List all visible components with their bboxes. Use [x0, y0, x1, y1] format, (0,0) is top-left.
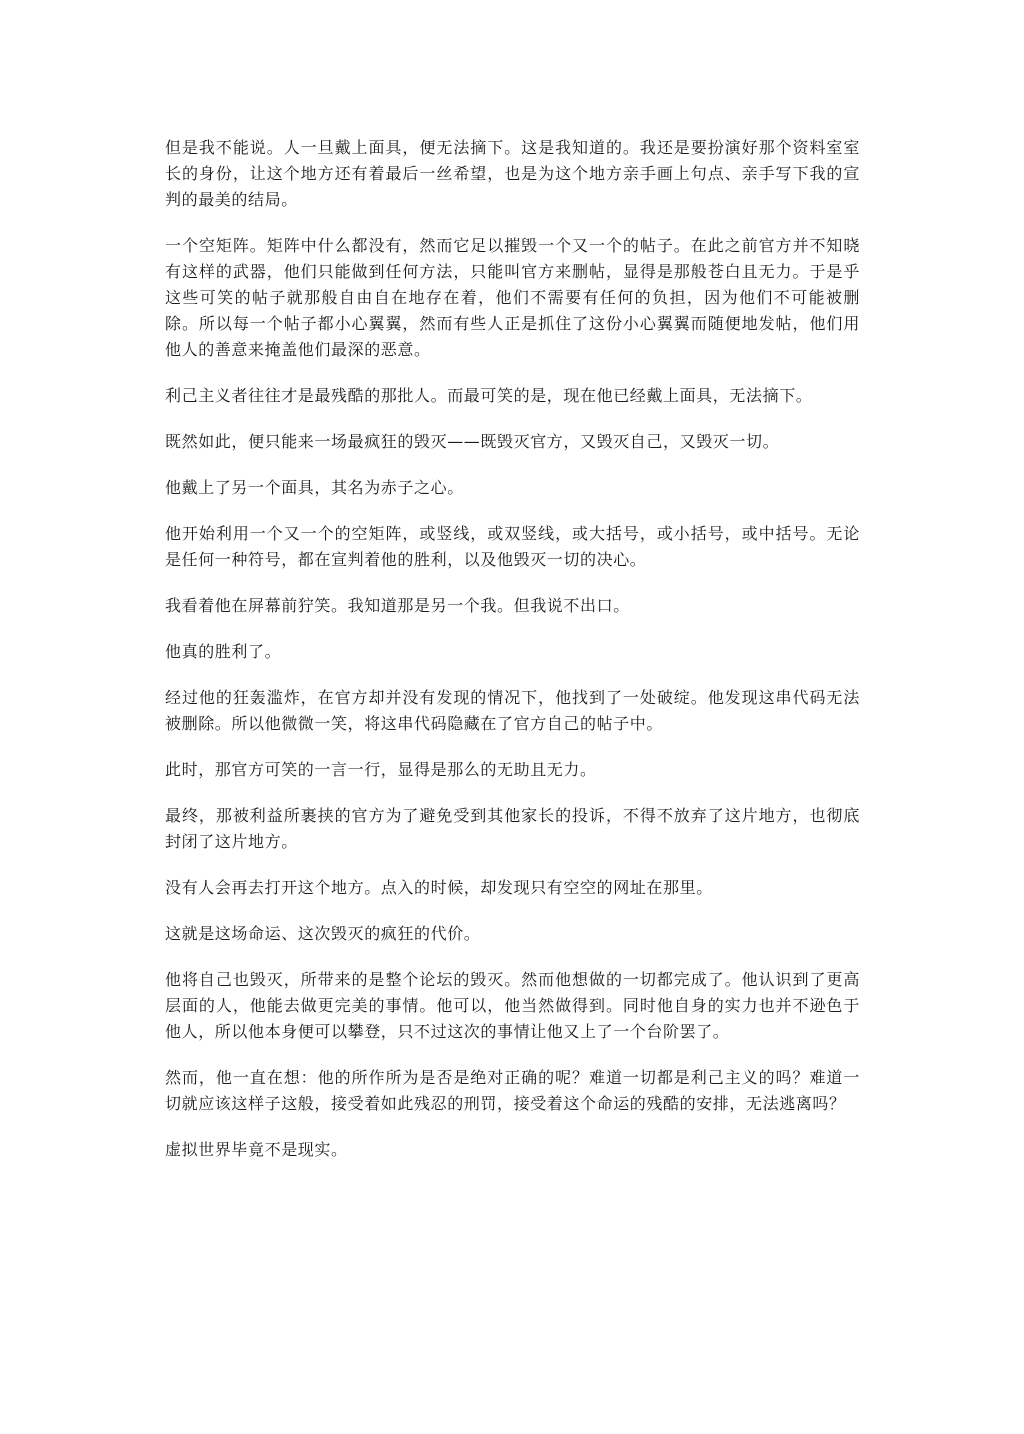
paragraph-15: 然而，他一直在想：他的所作所为是否是绝对正确的呢？难道一切都是利己主义的吗？难道一切就应该这样子这般，接受着如此残忍的刑罚，接受着这个命运的残酷的安排，无法逃离吗？ [165, 1068, 860, 1113]
paragraph-6: 他开始利用一个又一个的空矩阵，或竖线，或双竖线，或大括号，或小括号，或中括号。无论是任何一种符号，都在宣判着他的胜利，以及他毁灭一切的决心。 [165, 524, 860, 569]
paragraph-10: 此时，那官方可笑的一言一行，显得是那么的无助且无力。 [165, 760, 597, 779]
paragraph-8: 他真的胜利了。 [165, 642, 282, 661]
paragraph-13: 这就是这场命运、这次毁灭的疯狂的代价。 [165, 924, 481, 943]
paragraph-1: 但是我不能说。人一旦戴上面具，便无法摘下。这是我知道的。我还是要扮演好那个资料室室长的身份，让这个地方还有着最后一丝希望，也是为这个地方亲手画上句点、亲手写下我的宣判的最美的结局。 [165, 138, 860, 209]
paragraph-7: 我看着他在屏幕前狞笑。我知道那是另一个我。但我说不出口。 [165, 596, 630, 615]
paragraph-3: 利己主义者往往才是最残酷的那批人。而最可笑的是，现在他已经戴上面具，无法摘下。 [165, 386, 813, 405]
paragraph-2: 一个空矩阵。矩阵中什么都没有，然而它足以摧毁一个又一个的帖子。在此之前官方并不知晓有这样的武器，他们只能做到任何方法，只能叫官方来删帖，显得是那般苍白且无力。于是乎这些可笑的帖子就那般自由自在地存在着，他们不需要有任何的负担，因为他们不可能被删除。所以每一个帖子都小心翼翼，然而有些人正是抓住了这份小心翼翼而随便地发帖，他们用他人的善意来掩盖他们最深的恶意。 [165, 236, 860, 359]
document-body [165, 135, 860, 1183]
paragraph-5: 他戴上了另一个面具，其名为赤子之心。 [165, 478, 464, 497]
paragraph-14: 他将自己也毁灭，所带来的是整个论坛的毁灭。然而他想做的一切都完成了。他认识到了更高层面的人，他能去做更完美的事情。他可以，他当然做得到。同时他自身的实力也并不逊色于他人，所以他本身便可以攀登，只不过这次的事情让他又上了一个台阶罢了。 [165, 970, 860, 1041]
paragraph-12: 没有人会再去打开这个地方。点入的时候，却发现只有空空的网址在那里。 [165, 878, 713, 897]
paragraph-16: 虚拟世界毕竟不是现实。 [165, 1140, 348, 1159]
paragraph-4: 既然如此，便只能来一场最疯狂的毁灭——既毁灭官方，又毁灭自己，又毁灭一切。 [165, 432, 780, 451]
paragraph-9: 经过他的狂轰滥炸，在官方却并没有发现的情况下，他找到了一处破绽。他发现这串代码无法被删除。所以他微微一笑，将这串代码隐藏在了官方自己的帖子中。 [165, 688, 860, 733]
paragraph-11: 最终，那被利益所裹挟的官方为了避免受到其他家长的投诉，不得不放弃了这片地方，也彻底封闭了这片地方。 [165, 806, 860, 851]
